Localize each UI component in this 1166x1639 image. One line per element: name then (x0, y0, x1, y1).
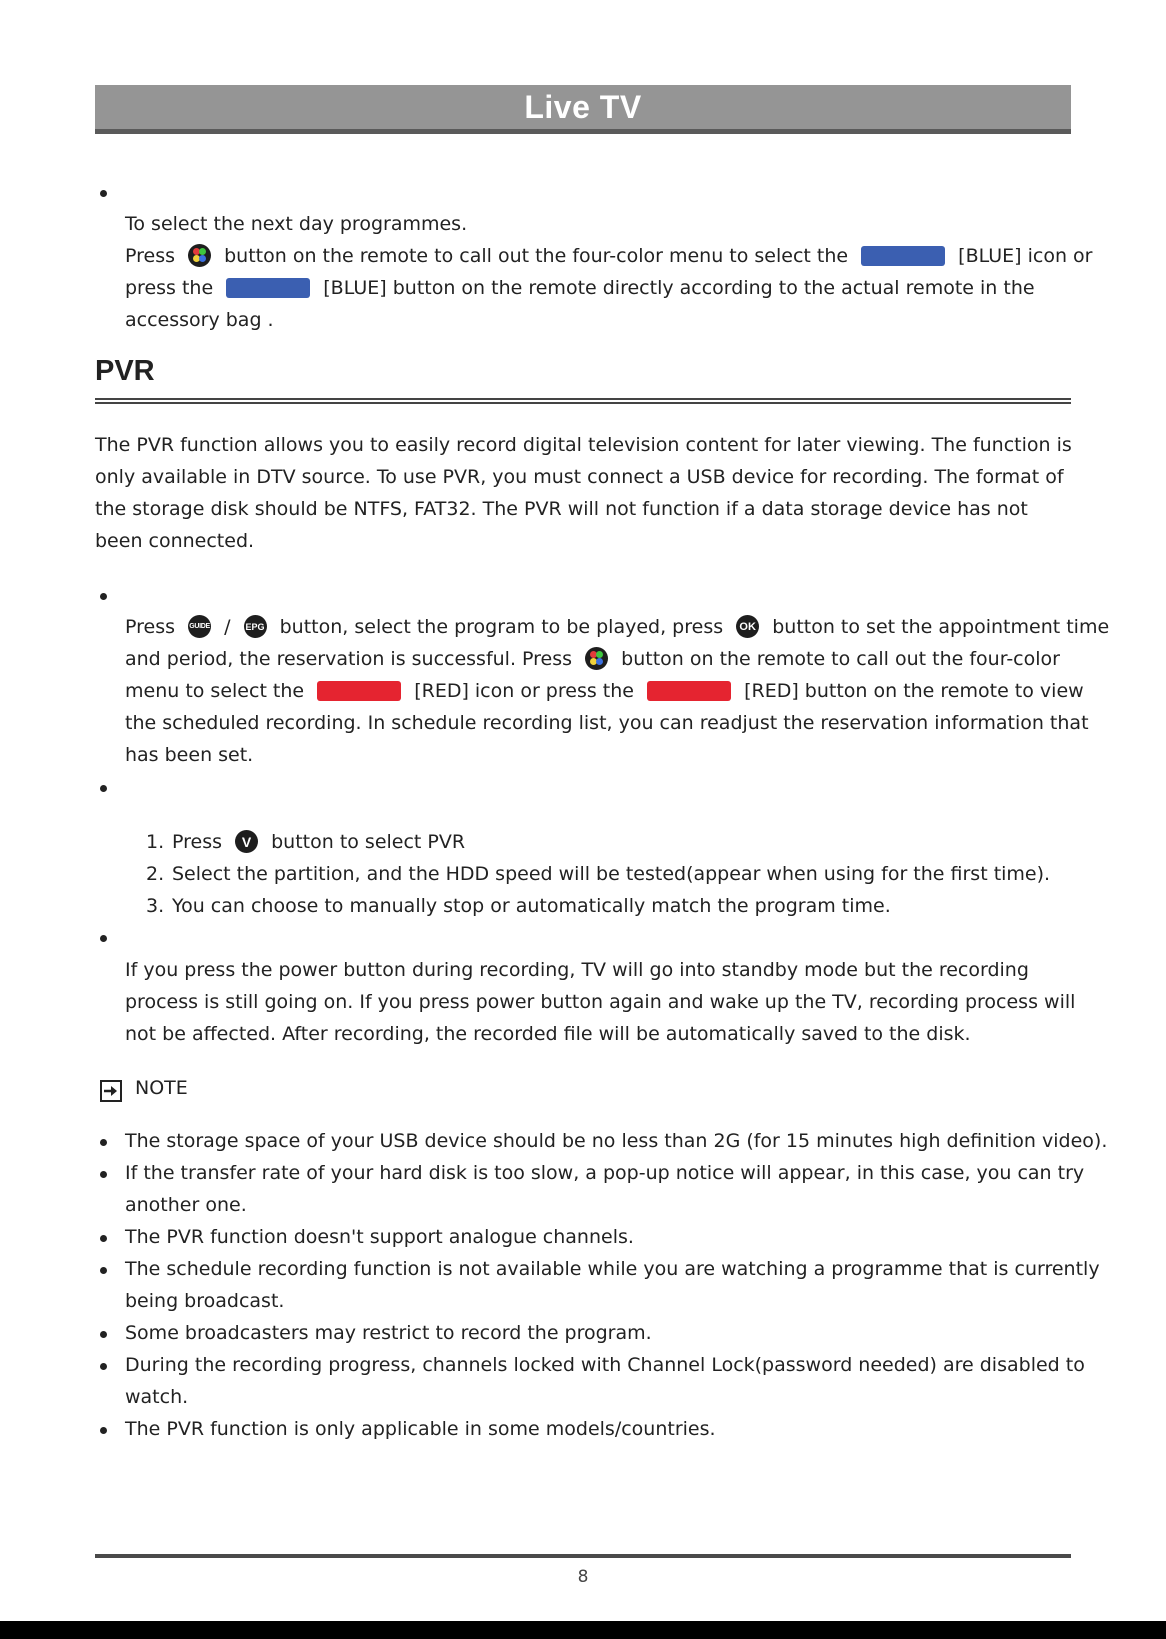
footer-divider (95, 1554, 1071, 1558)
section-divider (95, 398, 1071, 404)
note-item: The storage space of your USB device should be no less than 2G (for 15 minutes high definition video). (125, 1130, 1108, 1152)
pvr-intro: The PVR function allows you to easily record digital television content for later viewing. The function is only available in DTV source. To use PVR, you must connect a USB device for recording. The format of the storage disk should be NTFS, FAT32. The PVR will not function if a data storage device has not been connected. (95, 434, 1072, 552)
bullet-note (100, 1139, 107, 1146)
page-title: Live TV (524, 88, 642, 125)
blue-key-icon (226, 278, 310, 298)
bullet-note (100, 1267, 107, 1274)
schedule-line1-end: button to set the appointment time (772, 616, 1110, 638)
schedule-line3-start: menu to select the (125, 680, 305, 702)
guide-icon-label: GUIDE (189, 622, 210, 630)
red-icon-or-text: [RED] icon or press the (414, 680, 634, 702)
step-number: 1. (146, 831, 165, 853)
bullet-note (100, 1235, 107, 1242)
red-key-icon (317, 681, 401, 701)
note-item: Some broadcasters may restrict to record the program. (125, 1322, 652, 1344)
next-day-line1: To select the next day programmes. (125, 213, 468, 235)
note-label: NOTE (135, 1077, 188, 1099)
bullet-schedule (100, 593, 107, 600)
note-item: The schedule recording function is not available while you are watching a programme that is currently (125, 1258, 1100, 1280)
bullet-note (100, 1331, 107, 1338)
standby-line3: not be affected. After recording, the recorded file will be automatically saved to the disk. (125, 1023, 971, 1045)
schedule-line1 (125, 611, 1109, 643)
step-text: Press (172, 831, 223, 853)
schedule-line3 (125, 675, 1084, 707)
step-1 (146, 826, 465, 858)
press-text: Press (125, 616, 176, 638)
guide-icon (188, 615, 211, 638)
header-bar (95, 85, 1071, 134)
step-3 (146, 890, 891, 922)
epg-icon-label: EPG (245, 621, 265, 632)
page-number: 8 (577, 1567, 589, 1587)
standby-line1: If you press the power button during recording, TV will go into standby mode but the recording (125, 959, 1029, 981)
note-arrow-icon (100, 1080, 122, 1102)
step-text: Select the partition, and the HDD speed will be tested(appear when using for the first time). (172, 863, 1051, 885)
step-text: button to select PVR (271, 831, 466, 853)
page-bottom-edge (0, 1621, 1166, 1639)
bullet-note (100, 1427, 107, 1434)
standby-line2: process is still going on. If you press power button again and wake up the TV, recording process will (125, 991, 1076, 1013)
v-icon (235, 830, 258, 853)
note-item: If the transfer rate of your hard disk is too slow, a pop-up notice will appear, in this case, you can try (125, 1162, 1085, 1184)
bullet-note (100, 1363, 107, 1370)
note-item-continued: being broadcast. (125, 1290, 285, 1312)
v-icon-label: V (241, 833, 252, 850)
step-number: 3. (146, 895, 165, 917)
slash-text: / (224, 616, 231, 638)
press-text: Press (125, 245, 176, 267)
schedule-line2-end: button on the remote to call out the four-color (621, 648, 1060, 670)
note-item: The PVR function is only applicable in some models/countries. (125, 1418, 716, 1440)
schedule-line1-mid: button, select the program to be played, press (279, 616, 724, 638)
four-color-icon (188, 244, 211, 267)
note-item: The PVR function doesn't support analogue channels. (125, 1226, 634, 1248)
four-color-icon (585, 647, 608, 670)
next-day-line3 (125, 272, 1035, 304)
ok-icon (736, 615, 759, 638)
bullet-recording (100, 785, 107, 792)
schedule-line4: the scheduled recording. In schedule recording list, you can readjust the reservation information that (125, 712, 1089, 734)
next-day-line2 (125, 240, 1092, 272)
schedule-line2 (125, 643, 1060, 675)
bullet-note (100, 1171, 107, 1178)
note-item-continued: watch. (125, 1386, 189, 1408)
note-item: During the recording progress, channels locked with Channel Lock(password needed) are disabled to (125, 1354, 1085, 1376)
blue-button-direct-text: [BLUE] button on the remote directly according to the actual remote in the (323, 277, 1035, 299)
step-2 (146, 858, 1050, 890)
step-number: 2. (146, 863, 165, 885)
next-day-line2-mid: button on the remote to call out the four-color menu to select the (224, 245, 849, 267)
blue-icon-or-text: [BLUE] icon or (958, 245, 1093, 267)
red-key-icon (647, 681, 731, 701)
section-title-pvr: PVR (95, 355, 155, 387)
ok-icon-label: OK (739, 620, 756, 633)
schedule-line5: has been set. (125, 744, 254, 766)
schedule-line2-start: and period, the reservation is successful. Press (125, 648, 573, 670)
bullet-standby (100, 935, 107, 942)
bullet-next-day (100, 190, 107, 197)
blue-key-icon (861, 246, 945, 266)
press-the-text: press the (125, 277, 214, 299)
next-day-line4: accessory bag . (125, 309, 274, 331)
red-button-view-text: [RED] button on the remote to view (744, 680, 1084, 702)
note-item-continued: another one. (125, 1194, 247, 1216)
step-text: You can choose to manually stop or automatically match the program time. (172, 895, 891, 917)
epg-icon (244, 615, 267, 638)
